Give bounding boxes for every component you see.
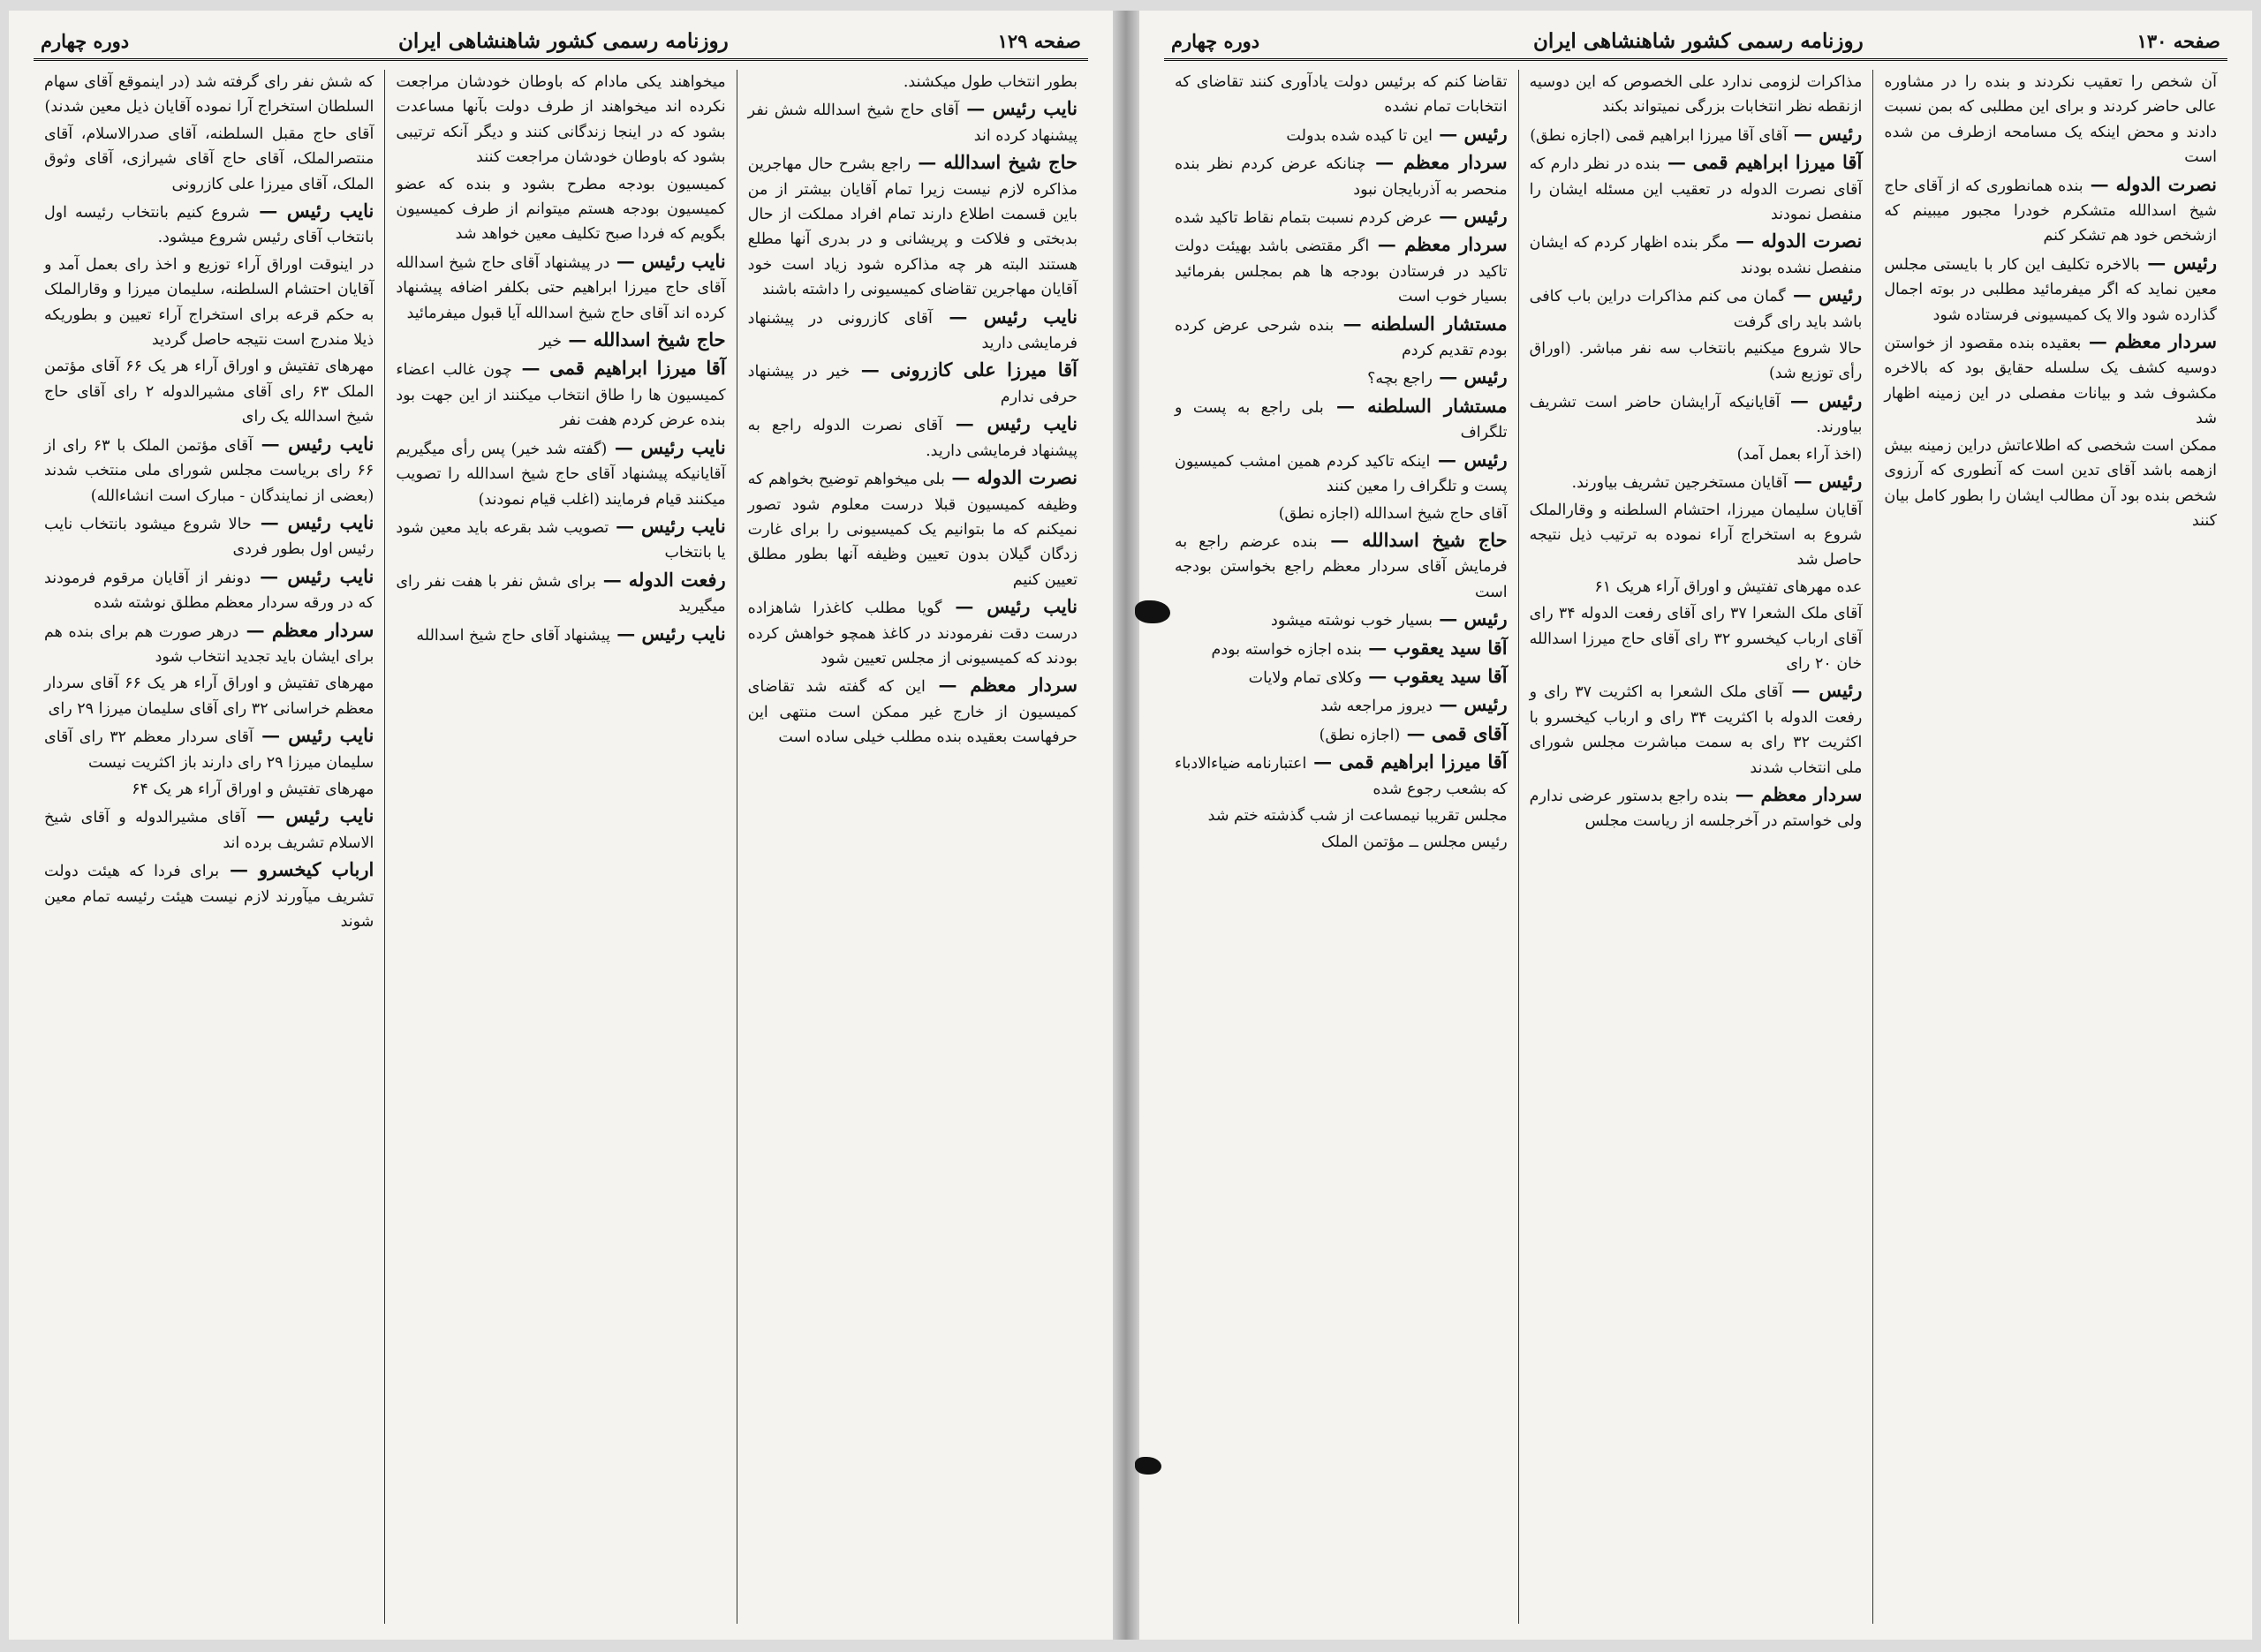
speaker-name: نایب رئیس — — [253, 432, 374, 455]
paragraph: تقاضا کنم که برئیس دولت یادآوری کنند تقاضای که انتخابات تمام نشده — [1174, 73, 1508, 117]
speaker-name: نایب رئیس — — [246, 804, 374, 827]
paragraph: سردار معظم — درهر صورت هم برای بنده هم برای ایشان باید تجدید انتخاب شود — [44, 618, 374, 666]
paragraph: مستشار السلطنه — بنده شرحی عرض کرده بودم تقدیم کردم — [1174, 312, 1508, 360]
speaker-name: نایب رئیس — — [941, 595, 1078, 618]
paragraph: نصرت الدوله — بنده همانطوری که از آقای حاج شیخ اسدالله متشکرم خودرا مجبور میبینم که ازشخص خود هم تشکر کنم — [1884, 172, 2217, 245]
speaker-name: رئیس — — [1780, 388, 1863, 411]
paragraph: میخواهند یکی مادام که باوطان خودشان مراجعت نکرده اند میخواهند از طرف دولت بآنها مساعدت بشود که در اینجا زندگانی کنند و دیگر آنکه ترتیبی بشود که باوطان خودشان مراجعت کنند — [396, 73, 726, 167]
speaker-name: رئیس — — [1430, 448, 1508, 471]
paragraph: حاج شیخ اسدالله — راجع بشرح حال مهاجرین مذاکره لازم نیست زیرا تمام آقایان بیشتر از من باین قسمت اطلاع دارند تمام افراد مملکت از حال بدبختی و فلاکت و پریشانی و در بدری آنها مطلع هستند البته هر چه مذاکره شود زیاد است خود آقایان مهاجرین تقاضای کمیسیونی را داشته باشند — [747, 151, 1078, 299]
paragraph: نایب رئیس — پیشنهاد آقای حاج شیخ اسدالله — [416, 622, 726, 645]
paragraph: نایب رئیس — آقای مشیرالدوله و آقای شیخ الاسلام تشریف برده اند — [44, 804, 374, 852]
column-1 — [737, 70, 1088, 1624]
paragraph: آقای حاج مقبل السلطنه، آقای صدرالاسلام، آقای منتصرالملک، آقای حاج آقای شیرازی، آقای وثوق الملک، آقای میرزا علی کازرونی — [44, 124, 374, 193]
speaker-name: نایب رئیس — — [932, 305, 1078, 328]
paragraph: سردار معظم — بنده راجع بدستور عرضی ندارم ولی خواستم در آخرجلسه از ریاست مجلس — [1529, 782, 1863, 831]
paragraph: نصرت الدوله — بلی میخواهم توضیح بخواهم که وظیفه کمیسیون قبلا درست معلوم شود تصور نمیکنم که ما بتوانیم یک کمیسیونی را برای غارت زدگان گیلان بدون تعیین وظیفه آنها بطور مطلق تعیین کنیم — [747, 466, 1078, 589]
right-page-columns — [1164, 70, 2227, 1624]
paragraph: نایب رئیس — حالا شروع میشود بانتخاب نایب رئیس اول بطور فردی — [44, 510, 374, 559]
paragraph: کمیسیون بودجه مطرح بشود و بنده که عضو کمیسیون بودجه هستم میتوانم از طرف کمیسیون بگویم که فردا صبح تکلیف معین خواهد شد — [396, 175, 726, 244]
paragraph: رئیس مجلس ــ مؤتمن الملک — [1320, 834, 1508, 852]
speaker-name: سردار معظم — — [238, 618, 374, 641]
speaker-name: سردار معظم — — [2081, 330, 2218, 353]
speaker-name: نایب رئیس — — [609, 622, 726, 645]
paragraph: رئیس — عرض کردم نسبت بتمام نقاط تاکید شده — [1175, 205, 1508, 228]
paragraph: آن شخص را تعقیب نکردند و بنده را در مشاوره عالی حاضر کردند و برای این مطلبی که بمن نسبت دادند و محض اینکه یک مسامحه ازطرف من شده است — [1884, 73, 2217, 167]
speaker-name: سردار معظم — — [1365, 151, 1508, 174]
speaker-name: رئیس — — [1787, 470, 1863, 493]
speaker-name: آقای قمی — — [1400, 721, 1508, 744]
paragraph: رئیس — بسیار خوب نوشته میشود — [1271, 607, 1508, 630]
paragraph: نایب رئیس — دونفر از آقایان مرقوم فرمودند که در ورقه سردار معظم مطلق نوشته شده — [44, 564, 374, 613]
paragraph: سردار معظم — بعقیده بنده مقصود از خواستن دوسیه کشف یک سلسله حقایق بود که بالاخره مکشوف شد و بیانات مفصلی در این زمینه اظهار شد — [1884, 330, 2218, 428]
speaker-name: رئیس — — [1432, 607, 1508, 630]
paragraph: مستشار السلطنه — بلی راجع به پست و تلگراف — [1174, 394, 1508, 442]
book-gutter — [1113, 11, 1139, 1640]
paragraph: رئیس — این تا کیده شده بدولت — [1286, 122, 1508, 145]
speaker-name: آقا میرزا علی کازرونی — — [850, 358, 1078, 381]
speaker-name: مستشار السلطنه — — [1323, 394, 1508, 417]
speaker-name: ارباب کیخسرو — — [219, 858, 374, 881]
left-page-columns — [34, 70, 1088, 1624]
paragraph: مهرهای تفتیش و اوراق آراء هر یک ۶۶ آقای مؤتمن الملک ۶۳ رای آقای مشیرالدوله ۲ رای آقای حاج شیخ اسدالله یک رای — [44, 358, 374, 426]
paragraph: سردار معظم — این که گفته شد تقاضای کمیسیون از خارج غیر ممکن است منتهی این حرفهاست بعقیده بنده مطلب خیلی ساده است — [747, 674, 1078, 747]
paragraph: نایب رئیس — آقای کازرونی در پیشنهاد فرمایشی دارید — [747, 305, 1078, 353]
paragraph: نایب رئیس — آقای نصرت الدوله راجع به پیشنهاد فرمایشی دارید. — [747, 412, 1078, 460]
paragraph: رئیس — آقایان مستخرجین تشریف بیاورند. — [1571, 470, 1863, 493]
speaker-name: آقا میرزا ابراهیم قمی — — [1660, 151, 1863, 174]
paragraph: آقایان سلیمان میرزا، احتشام السلطنه و وقارالملک شروع به استخراج آراء نموده به ترتیب ذیل نتیجه حاصل شد — [1529, 501, 1863, 570]
paragraph: سردار معظم — اگر مقتضی باشد بهیئت دولت تاکید در فرستادن بودجه ها هم بمجلس بفرمائید بسیار خوب است — [1174, 233, 1508, 306]
speaker-name: رئیس — — [1432, 205, 1508, 228]
paragraph: رئیس — اینکه تاکید کردم همین امشب کمیسیون پست و تلگراف را معین کنند — [1174, 448, 1508, 496]
paragraph: نایب رئیس — آقای حاج شیخ اسدالله شش نفر پیشنهاد کرده اند — [747, 97, 1078, 145]
paragraph: مهرهای تفتیش و اوراق آراء هر یک ۶۶ آقای سردار معظم خراسانی ۳۲ رای آقای سلیمان میرزا ۲۹ رای — [44, 675, 374, 718]
paragraph: مجلس تقریبا نیمساعت از شب گذشته ختم شد — [1207, 806, 1508, 825]
right-page-header — [1164, 23, 2227, 61]
speaker-name: نایب رئیس — — [253, 724, 374, 747]
speaker-name: نایب رئیس — — [607, 435, 726, 458]
paragraph: ممکن است شخصی که اطلاعاتش دراین زمینه بیش ازهمه باشد آقای تدین است که آنطوری که آرزوی شخص بنده بود آن مطالب ایشان را بطور کامل بیان کنند — [1884, 436, 2217, 530]
paragraph: مذاکرات لزومی ندارد علی الخصوص که این دوسیه ازنقطه نظر انتخابات بزرگی نمیتواند بکند — [1529, 73, 1863, 117]
paragraph: رئیس — آقایانیکه آرایشان حاضر است تشریف بیاورند. — [1529, 388, 1863, 437]
paragraph: در اینوقت اوراق آراء توزیع و اخذ رای بعمل آمد و آقایان احتشام السلطنه، سلیمان میرزا و وقارالملک به حکم قرعه برای استخراج آراء تعیین و بطوریکه ذیلا مندرج است نتیجه حاصل گردید — [44, 255, 374, 350]
page-number: صفحه ۱۳۰ — [2136, 29, 2220, 52]
paragraph: آقا میرزا ابراهیم قمی — اعتبارنامه ضیاءالادباء که بشعب رجوع شده — [1174, 751, 1508, 798]
speaker-name: آقا سید یعقوب — — [1361, 636, 1508, 659]
paragraph: رفعت الدوله — برای شش نفر با هفت نفر رای میگیرید — [396, 568, 726, 616]
paragraph: حالا شروع میکنیم بانتخاب سه نفر مباشر. (اوراق رأی توزیع شد) — [1529, 340, 1863, 383]
speaker-name: رئیس — — [1787, 122, 1863, 145]
newspaper-title: روزنامه رسمی کشور شاهنشاهی ایران — [1533, 28, 1864, 53]
column-3 — [34, 70, 384, 1624]
speaker-name: آقا سید یعقوب — — [1361, 664, 1508, 687]
speaker-name: نصرت الدوله — — [1728, 230, 1863, 253]
paragraph: رئیس — راجع بچه؟ — [1367, 366, 1508, 388]
paragraph: که شش نفر رای گرفته شد (در اینموقع آقای سهام السلطان استخراج آرا نموده آقایان ذیل معین شدند) — [44, 73, 374, 117]
column-1 — [1872, 70, 2227, 1624]
speaker-name: سردار معظم — — [925, 674, 1078, 697]
speaker-name: رئیس — — [1785, 283, 1863, 306]
paragraph: آقای قمی — (اجازه نطق) — [1319, 721, 1508, 744]
speaker-name: نایب رئیس — — [609, 514, 726, 537]
speaker-name: رئیس — — [1782, 679, 1863, 702]
right-page — [1139, 11, 2252, 1640]
speaker-name: رئیس — — [1432, 693, 1508, 716]
paragraph: نایب رئیس — آقای مؤتمن الملک با ۶۳ رای از ۶۶ رای بریاست مجلس شورای ملی منتخب شدند (بعضی از نمایندگان - مبارک است انشاءالله) — [44, 432, 374, 505]
paragraph: نایب رئیس — در پیشنهاد آقای حاج شیخ اسدالله آقای حاج میرزا ابراهیم حتی بکلفر اضافه پیشنهاد کرده اند آقای حاج شیخ اسدالله آیا قبول میفرمائید — [396, 249, 726, 322]
page-number: صفحه ۱۲۹ — [997, 29, 1081, 52]
speaker-name: نصرت الدوله — — [944, 466, 1078, 489]
edition-label: دوره چهارم — [1171, 29, 1260, 52]
ink-blot-mark — [1135, 1457, 1161, 1475]
speaker-name: حاج شیخ اسدالله — — [562, 328, 726, 351]
paragraph: نایب رئیس — شروع کنیم بانتخاب رئیسه اول بانتخاب آقای رئیس شروع میشود. — [44, 200, 374, 247]
paragraph: (اخذ آراء بعمل آمد) — [1736, 445, 1863, 464]
paragraph: رئیس — آقای آقا میرزا ابراهیم قمی (اجازه نطق) — [1530, 122, 1863, 145]
paragraph: رئیس — گمان می کنم مذاکرات دراین باب کافی باشد باید رای گرفت — [1529, 283, 1863, 331]
speaker-name: سردار معظم — — [1728, 782, 1863, 805]
left-page-header — [34, 23, 1088, 61]
paragraph: آقا میرزا ابراهیم قمی — بنده در نظر دارم که آقای نصرت الدوله در تعقیب این مسئله ایشان را منفصل نمودند — [1529, 151, 1863, 224]
paragraph: نصرت الدوله — مگر بنده اظهار کردم که ایشان منفصل نشده بودند — [1529, 230, 1863, 277]
newspaper-title: روزنامه رسمی کشور شاهنشاهی ایران — [398, 28, 729, 53]
speaker-name: رفعت الدوله — — [595, 568, 726, 591]
paragraph: نایب رئیس — تصویب شد بقرعه باید معین شود یا بانتخاب — [396, 514, 726, 562]
paragraph: نایب رئیس — آقای سردار معظم ۳۲ رای آقای سلیمان میرزا ۲۹ رای دارند باز اکثریت نیست — [44, 724, 374, 772]
paragraph: حاج شیخ اسدالله — بنده عرضم راجع به فرمایش آقای سردار معظم راجع بخواستن بودجه است — [1174, 528, 1508, 601]
paragraph: نایب رئیس — (گفته شد خیر) پس رأی میگیریم آقایانیکه پیشنهاد آقای حاج شیخ اسدالله را تصویب میکنند قیام فرمایند (اغلب قیام نمودند) — [396, 435, 726, 509]
column-2 — [384, 70, 736, 1624]
speaker-name: حاج شیخ اسدالله — — [1317, 528, 1508, 551]
paragraph: مهرهای تفتیش و اوراق آراء هر یک ۶۴ — [132, 780, 374, 798]
speaker-name: نایب رئیس — — [609, 249, 726, 272]
paragraph: نایب رئیس — گویا مطلب کاغذرا شاهزاده درست دقت نفرمودند در کاغذ همچو خواهش کرده بودند که کمیسیونی از مجلس تعیین شود — [747, 595, 1078, 668]
ink-blot-mark — [1135, 600, 1170, 623]
speaker-name: آقا میرزا ابراهیم قمی — — [1306, 751, 1508, 773]
speaker-name: آقا میرزا ابراهیم قمی — — [511, 357, 726, 380]
speaker-name: نایب رئیس — — [958, 97, 1078, 120]
speaker-name: مستشار السلطنه — — [1334, 312, 1508, 335]
paragraph: بطور انتخاب طول میکشند. — [903, 73, 1078, 91]
paragraph: آقای حاج شیخ اسدالله (اجازه نطق) — [1278, 504, 1508, 523]
paragraph: آقا سید یعقوب — بنده اجازه خواسته بودم — [1211, 636, 1508, 659]
speaker-name: نایب رئیس — — [249, 200, 374, 223]
speaker-name: نایب رئیس — — [251, 510, 374, 533]
paragraph: رئیس — دیروز مراجعه شد — [1320, 693, 1508, 716]
paragraph: رئیس — آقای ملک الشعرا به اکثریت ۳۷ رای و رفعت الدوله با اکثریت ۳۴ رای و ارباب کیخسرو با اکثریت ۳۲ رای به سمت مباشرت مجلس شورای ملی انتخاب شدند — [1529, 679, 1863, 777]
paragraph: عده مهرهای تفتیش و اوراق آراء هریک ۶۱ — [1594, 577, 1863, 596]
paragraph: حاج شیخ اسدالله — خیر — [539, 328, 726, 351]
speaker-name: نایب رئیس — — [942, 412, 1078, 435]
left-page — [9, 11, 1113, 1640]
speaker-name: رئیس — — [1432, 122, 1508, 145]
column-3 — [1164, 70, 1518, 1624]
speaker-name: نایب رئیس — — [250, 564, 374, 587]
paragraph: ارباب کیخسرو — برای فردا که هیئت دولت تشریف میآورند لازم نیست هیئت رئیسه تمام معین شوند — [44, 858, 374, 931]
edition-label: دوره چهارم — [41, 29, 130, 52]
speaker-name: سردار معظم — — [1369, 233, 1508, 256]
column-2 — [1518, 70, 1873, 1624]
paragraph: آقا میرزا علی کازرونی — خیر در پیشنهاد حرفی ندارم — [747, 358, 1078, 406]
paragraph: آقای ملک الشعرا ۳۷ رای آقای رفعت الدوله ۳۴ رای آقای ارباب کیخسرو ۳۲ رای آقای حاج میرزا اسدالله خان ۲۰ رای — [1529, 605, 1863, 673]
paragraph: آقا سید یعقوب — وکلای تمام ولایات — [1248, 664, 1508, 687]
speaker-name: نصرت الدوله — — [2083, 172, 2217, 195]
speaker-name: حاج شیخ اسدالله — — [911, 151, 1078, 174]
speaker-name: رئیس — — [2139, 251, 2218, 274]
paragraph: رئیس — بالاخره تکلیف این کار با بایستی مجلس معین نماید که اگر میفرمائید مطلبی در بوته اجمال گذارده شود والا یک کمیسیونی فرستاده شود — [1884, 251, 2218, 324]
speaker-name: رئیس — — [1432, 366, 1508, 388]
paragraph: سردار معظم — چنانکه عرض کردم نظر بنده منحصر به آذربایجان نبود — [1174, 151, 1508, 199]
paragraph: آقا میرزا ابراهیم قمی — چون غالب اعضاء کمیسیون ها را طاق انتخاب میکنند از این جهت بود بنده عرض کردم هفت نفر — [396, 357, 726, 430]
